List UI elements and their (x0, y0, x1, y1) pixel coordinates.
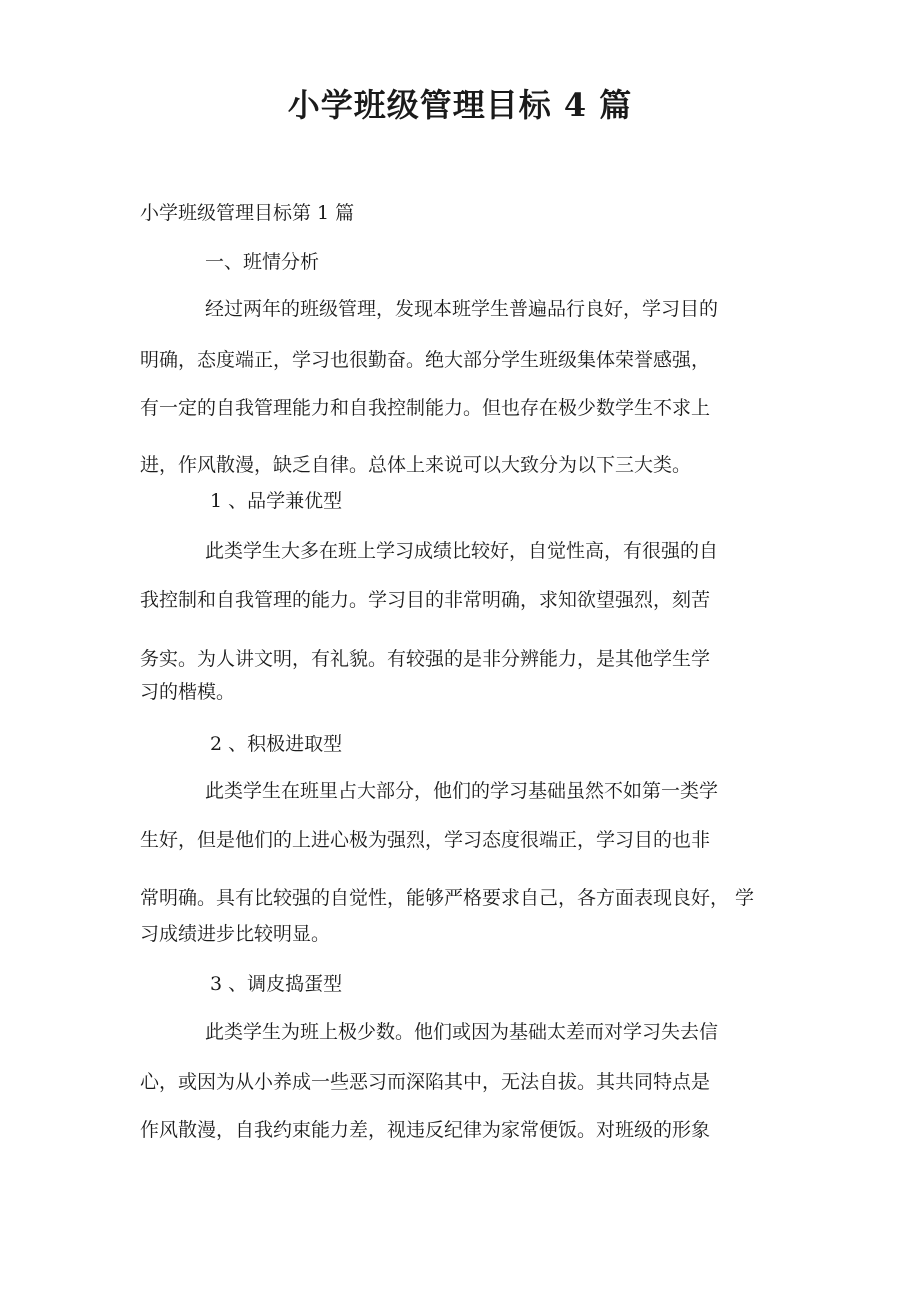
paragraph-line: 心，或因为从小养成一些恶习而深陷其中，无法自拔。其共同特点是 (140, 1071, 711, 1093)
paragraph-line: 经过两年的班级管理，发现本班学生普遍品行良好，学习目的 (205, 298, 719, 320)
paragraph-line: 常明确。具有比较强的自觉性，能够严格要求自己，各方面表现良好， 学 (140, 887, 755, 909)
category-heading-2: 2 、积极进取型 (210, 733, 343, 755)
document-title: 小学班级管理目标 4 篇 (287, 86, 633, 124)
subheading-class-analysis: 一、班情分析 (205, 251, 320, 273)
category-heading-1: 1 、品学兼优型 (210, 490, 343, 512)
paragraph-line: 此类学生大多在班上学习成绩比较好，自觉性高，有很强的自 (205, 540, 719, 562)
paragraph-line: 此类学生在班里占大部分，他们的学习基础虽然不如第一类学 (205, 780, 719, 802)
section-heading: 小学班级管理目标第 1 篇 (140, 202, 355, 224)
category-heading-3: 3 、调皮捣蛋型 (210, 973, 343, 995)
paragraph-line: 务实。为人讲文明，有礼貌。有较强的是非分辨能力，是其他学生学 (140, 648, 711, 670)
paragraph-line: 此类学生为班上极少数。他们或因为基础太差而对学习失去信 (205, 1021, 719, 1043)
paragraph-line: 明确，态度端正，学习也很勤奋。绝大部分学生班级集体荣誉感强， (140, 349, 711, 371)
paragraph-line: 习成绩进步比较明显。 (140, 923, 331, 945)
paragraph-line: 习的楷模。 (140, 681, 236, 703)
paragraph-line: 作风散漫，自我约束能力差，视违反纪律为家常便饭。对班级的形象 (140, 1119, 711, 1141)
paragraph-line: 生好，但是他们的上进心极为强烈，学习态度很端正，学习目的也非 (140, 829, 711, 851)
paragraph-line: 进，作风散漫，缺乏自律。总体上来说可以大致分为以下三大类。 (140, 454, 692, 476)
paragraph-line: 有一定的自我管理能力和自我控制能力。但也存在极少数学生不求上 (140, 397, 711, 419)
paragraph-line: 我控制和自我管理的能力。学习目的非常明确，求知欲望强烈，刻苦 (140, 589, 711, 611)
